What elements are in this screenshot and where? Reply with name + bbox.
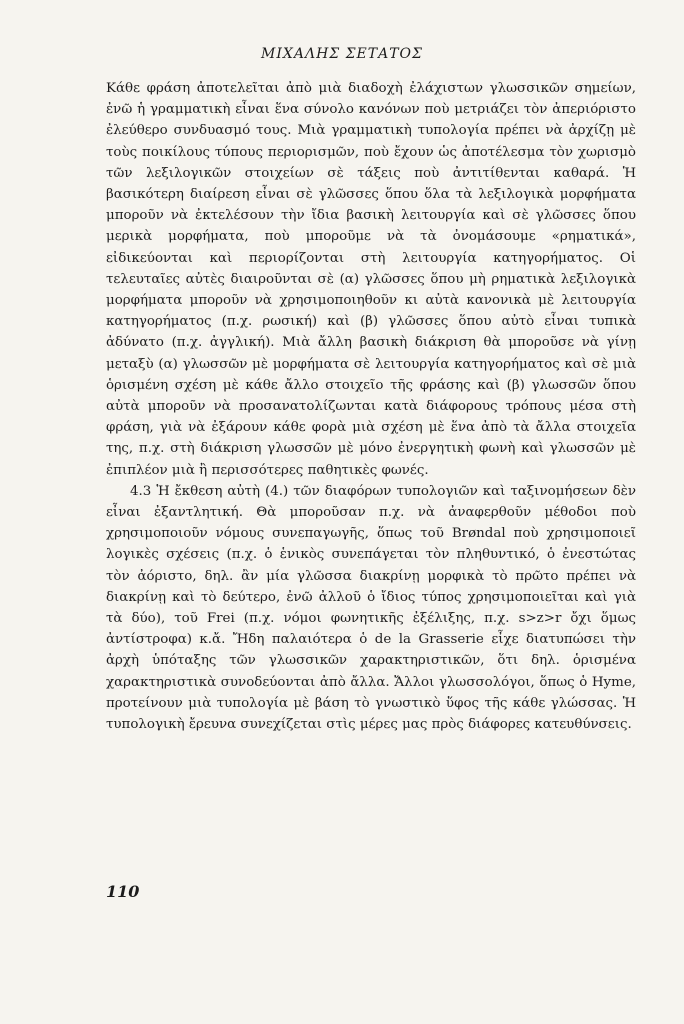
running-head-title: ΜΙΧΑΛΗΣ ΣΕΤΑΤΟΣ — [261, 46, 423, 62]
paragraph-2: 4.3 Ἡ ἔκθεση αὐτὴ (4.) τῶν διαφόρων τυπολογιῶν καὶ ταξινομήσεων δὲν εἶναι ἐξαντλητική. Θὰ μποροῦσαν π.χ. νὰ ἀναφερθοῦν μέθοδοι ποὺ χρησιμοποιοῦν νόμους συνεπαγωγῆς, ὅπως τοῦ Brøndal ποὺ χρησιμοποιεῖ λογικὲς σχέσεις (π.χ. ὁ ἑνικὸς συνεπάγεται τὸν πληθυντικό, ὁ ἐνεστώτας τὸν ἀόριστο, δηλ. ἂν μία γλῶσσα διακρίνῃ μορφικὰ τὸ πρῶτο πρέπει νὰ διακρίνῃ καὶ τὸ δεύτερο, ἐνῶ ἀλλοῦ ὁ ἴδιος τύπος χρησιμοποιεῖται καὶ γιὰ τὰ δύο), τοῦ Frei (π.χ. νόμοι φωνητικῆς ἐξέλιξης, π.χ. s>z>r ὄχι ὅμως ἀντίστροφα) κ.ἄ. Ἤδη παλαιότερα ὁ de la Grasserie εἶχε διατυπώσει τὴν ἀρχὴ ὑπόταξης τῶν γλωσσικῶν χαρακτηριστικῶν, ὅτι δηλ. ὁρισμένα χαρακτηριστικὰ συνοδεύονται ἀπὸ ἄλλα. Ἄλλοι γλωσσολόγοι, ὅπως ὁ Hyme, προτείνουν μιὰ τυπολογία μὲ βάση τὸ γνωστικὸ ὕφος τῆς κάθε γλώσσας. Ἡ τυπολογικὴ ἔρευνα συνεχίζεται στὶς μέρες μας πρὸς διάφορες κατευθύνσεις. — [106, 483, 636, 733]
body-text — [106, 78, 636, 735]
paragraph-1: Κάθε φράση ἀποτελεῖται ἀπὸ μιὰ διαδοχὴ ἐλάχιστων γλωσσικῶν σημείων, ἐνῶ ἡ γραμματικὴ εἶναι ἕνα σύνολο κανόνων ποὺ μετριάζει τὸν ἀπεριόριστο ἐλεύθερο συνδυασμό τους. Μιὰ γραμματικὴ τυπολογία πρέπει νὰ ἀρχίζῃ μὲ τοὺς ποικίλους τύπους περιορισμῶν, ποὺ ἔχουν ὡς ἀποτέλεσμα τὸν χωρισμὸ τῶν λεξιλογικῶν στοιχείων σὲ τάξεις ποὺ ἀντιτίθενται καθαρά. Ἡ βασικότερη διαίρεση εἶναι σὲ γλῶσσες ὅπου ὅλα τὰ λεξιλογικὰ μορφήματα μποροῦν νὰ ἐκτελέσουν τὴν ἴδια βασικὴ λειτουργία καὶ σὲ γλῶσσες ὅπου μερικὰ μορφήματα, ποὺ μποροῦμε νὰ τὰ ὀνομάσουμε «ρηματικά», εἰδικεύονται καὶ περιορίζονται στὴ λειτουργία κατηγορήματος. Οἱ τελευταῖες αὐτὲς διαιροῦνται σὲ (α) γλῶσσες ὅπου μὴ ρηματικὰ λεξιλογικὰ μορφήματα μποροῦν νὰ χρησιμοποιηθοῦν κι αὐτὰ κανονικὰ μὲ λειτουργία κατηγορήματος (π.χ. ρωσική) καὶ (β) γλῶσσες ὅπου αὐτὸ εἶναι τυπικὰ ἀδύνατο (π.χ. ἀγγλική). Μιὰ ἄλλη βασικὴ διάκριση θὰ μποροῦσε νὰ γίνῃ μεταξὺ (α) γλωσσῶν μὲ μορφήματα σὲ λειτουργία κατηγορήματος καὶ σὲ μιὰ ὁρισμένη σχέση μὲ κάθε ἄλλο στοιχεῖο τῆς φράσης καὶ (β) γλωσσῶν ὅπου αὐτὰ μποροῦν νὰ προσανατολίζωνται κατὰ διάφορους τρόπους μέσα στὴ φράση, γιὰ νὰ ἐξάρουν κάθε φορὰ μιὰ σχέση μὲ ἕνα ἀπὸ τὰ ἄλλα στοιχεῖα της, π.χ. στὴ διάκριση γλωσσῶν μὲ μόνο ἐνεργητικὴ φωνὴ καὶ γλωσσῶν μὲ ἐπιπλέον μιὰ ἢ περισσότερες παθητικὲς φωνές. — [106, 81, 636, 478]
page-number: 110 — [106, 882, 140, 901]
